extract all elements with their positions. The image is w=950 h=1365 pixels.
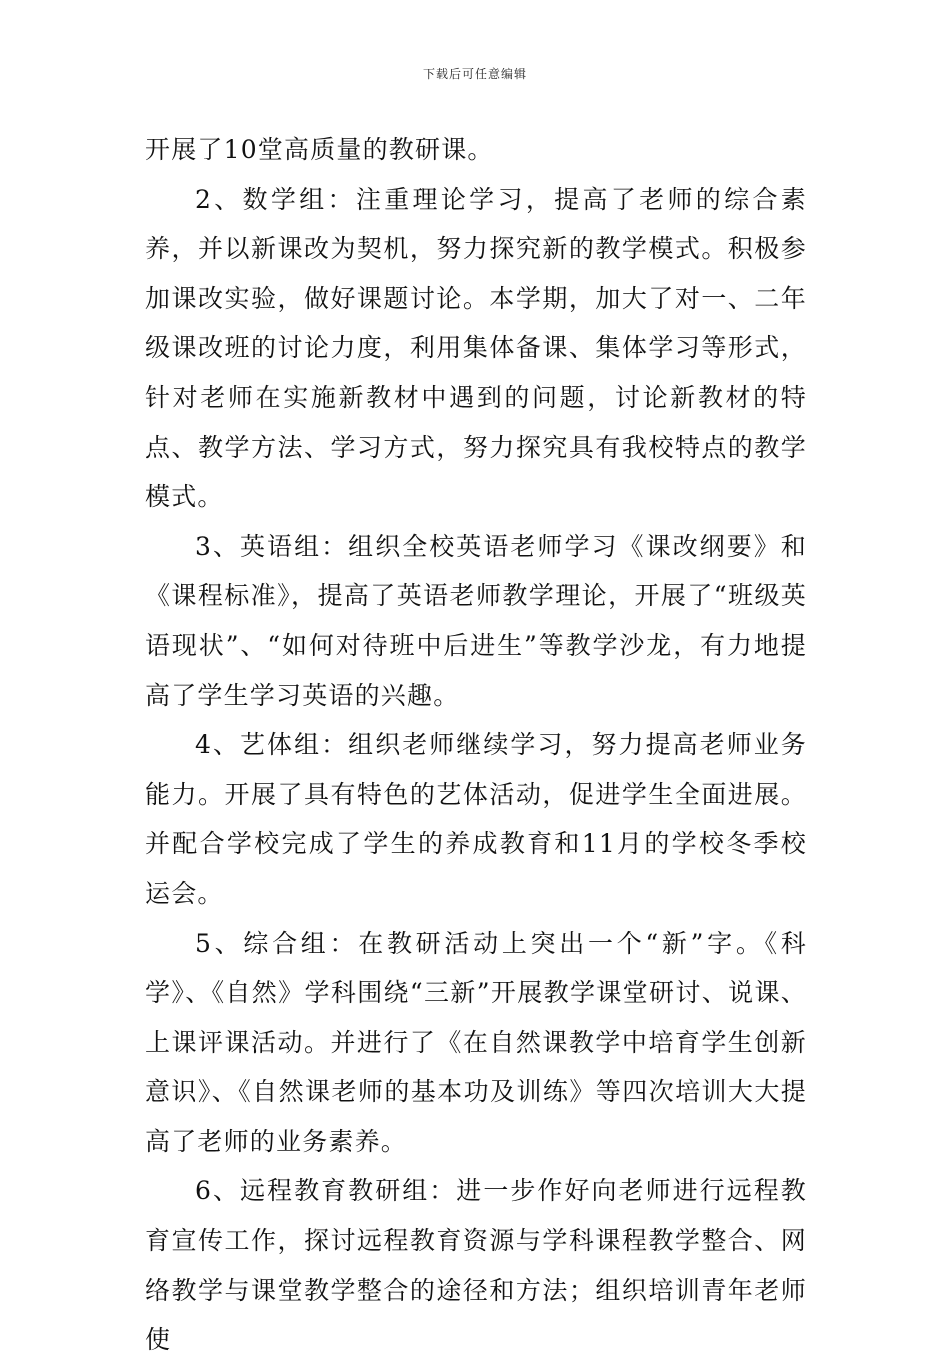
document-body — [145, 125, 807, 1365]
paragraph-remote-education-group: 6、远程教育教研组：进一步作好向老师进行远程教育宣传工作，探讨远程教育资源与学科课程教学整合、网络教学与课堂教学整合的途径和方法；组织培训青年老师使 — [145, 1176, 807, 1355]
page-header-note: 下载后可任意编辑 — [422, 67, 527, 81]
paragraph-arts-sports-group: 4、艺体组：组织老师继续学习，努力提高老师业务能力。开展了具有特色的艺体活动，促进学生全面进展。并配合学校完成了学生的养成教育和11月的学校冬季校运会。 — [145, 730, 807, 908]
paragraph-english-group: 3、英语组：组织全校英语老师学习《课改纲要》和《课程标准》，提高了英语老师教学理论，开展了“班级英语现状”、“如何对待班中后进生”等教学沙龙，有力地提高了学生学习英语的兴趣。 — [145, 531, 807, 710]
paragraph-continuation: 开展了10堂高质量的教研课。 — [145, 135, 494, 164]
paragraph-math-group: 2、数学组：注重理论学习，提高了老师的综合素养，并以新课改为契机，努力探究新的教学模式。积极参加课改实验，做好课题讨论。本学期，加大了对一、二年级课改班的讨论力度，利用集体备课、集体学习等形式，针对老师在实施新教材中遇到的问题，讨论新教材的特点、教学方法、学习方式，努力探究具有我校特点的教学模式。 — [145, 184, 807, 512]
paragraph-comprehensive-group: 5、综合组：在教研活动上突出一个“新”字。《科学》、《自然》学科围绕“三新”开展教学课堂研讨、说课、上课评课活动。并进行了《在自然课教学中培育学生创新意识》、《自然课老师的基本功及训练》等四次培训大大提高了老师的业务素养。 — [145, 928, 807, 1156]
